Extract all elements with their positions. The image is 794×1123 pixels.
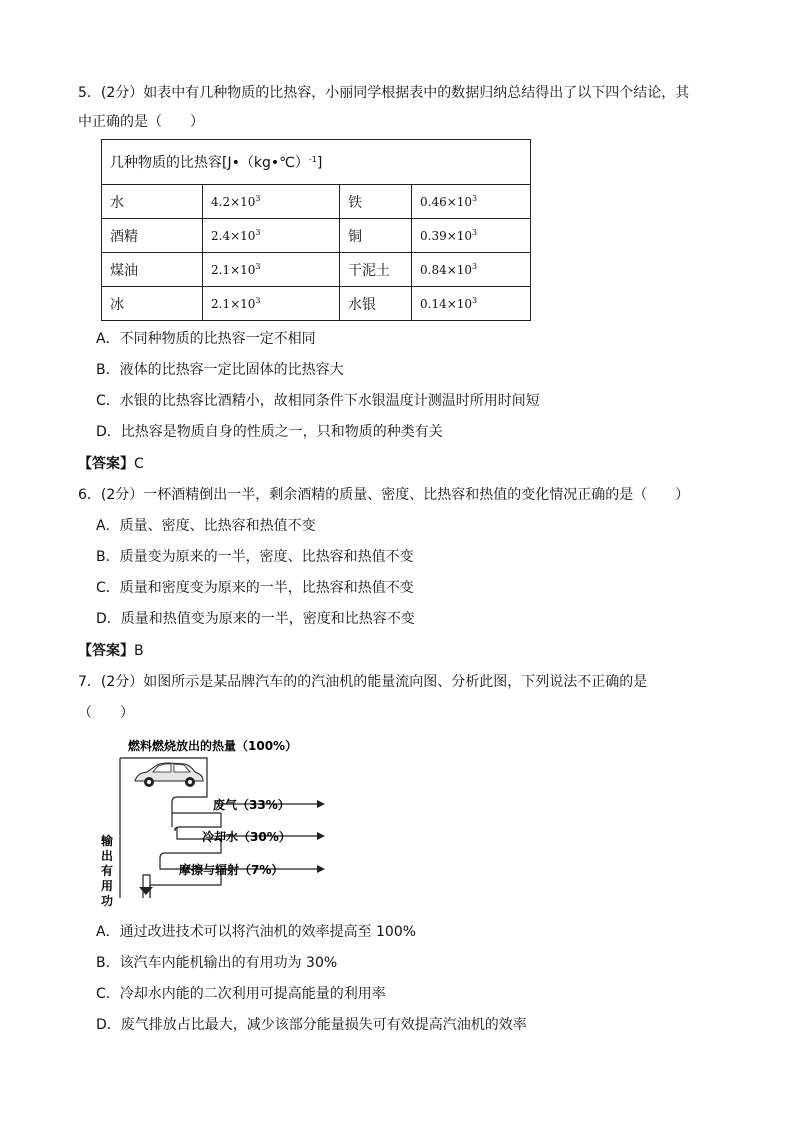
output-label-char: 用 xyxy=(101,879,114,893)
energy-band-outline xyxy=(175,813,221,831)
substance-cell: 水银 xyxy=(340,287,412,321)
q7-stem-line2: （ ） xyxy=(78,705,134,721)
value-cell: $0.84\times 10^3$ xyxy=(412,253,531,287)
substance-cell: 铜 xyxy=(340,219,412,253)
cooling-label: 冷却水（30%） xyxy=(202,830,291,844)
exhaust-label: 废气（33%） xyxy=(213,798,290,812)
q5-option-c: C．水银的比热容比酒精小，故相同条件下水银温度计测温时所用时间短 xyxy=(96,393,540,409)
q7-stem-line1: 7．(2分）如图所示是某品牌汽车的的汽油机的能量流向图、分析此图，下列说法不正确的是 xyxy=(78,674,648,690)
q5-stem-line1: 5．(2分）如表中有几种物质的比热容，小丽同学根据表中的数据归纳总结得出了以下四个结论，其 xyxy=(78,85,690,101)
q7-option-d: D．废气排放占比最大，减少该部分能量损失可有效提高汽油机的效率 xyxy=(96,1017,527,1033)
energy-band-outline xyxy=(150,813,221,898)
q6-answer: 【答案】B xyxy=(78,643,144,659)
q5-answer: 【答案】C xyxy=(78,456,144,472)
q7-option-c: C．冷却水内能的二次利用可提高能量的利用率 xyxy=(96,986,386,1002)
q5-option-a: A．不同种物质的比热容一定不相同 xyxy=(96,331,316,347)
value-cell: $4.2\times 10^3$ xyxy=(203,185,340,219)
table-row xyxy=(102,219,531,253)
value-cell: $2.1\times 10^3$ xyxy=(203,253,340,287)
q5-stem-line2: 中正确的是（ ） xyxy=(78,114,204,130)
substance-cell: 冰 xyxy=(102,287,203,321)
output-label-char: 出 xyxy=(101,849,114,863)
energy-band-outline xyxy=(143,875,150,898)
car-icon xyxy=(135,763,203,787)
q6-option-c: C．质量和密度变为原来的一半，比热容和热值不变 xyxy=(96,580,414,596)
q5-option-b: B．液体的比热容一定比固体的比热容大 xyxy=(96,362,344,378)
substance-cell: 酒精 xyxy=(102,219,203,253)
diagram-title: 燃料燃烧放出的热量（100%） xyxy=(128,739,298,753)
substance-cell: 水 xyxy=(102,185,203,219)
q5-option-d: D．比热容是物质自身的性质之一，只和物质的种类有关 xyxy=(96,424,443,440)
output-label-char: 功 xyxy=(101,894,114,908)
table-row xyxy=(102,185,531,219)
q6-option-a: A．质量、密度、比热容和热值不变 xyxy=(96,518,316,534)
substance-cell: 铁 xyxy=(340,185,412,219)
substance-cell: 干泥土 xyxy=(340,253,412,287)
q7-option-a: A．通过改进技术可以将汽油机的效率提高至 100% xyxy=(96,924,417,940)
table-header: 几种物质的比热容[J•（kg•℃）$^{-1}$] xyxy=(102,140,531,185)
value-cell: $0.39\times 10^3$ xyxy=(412,219,531,253)
value-cell: $2.1\times 10^3$ xyxy=(203,287,340,321)
value-cell: $2.4\times 10^3$ xyxy=(203,219,340,253)
substance-cell: 煤油 xyxy=(102,253,203,287)
q6-option-b: B．质量变为原来的一半，密度、比热容和热值不变 xyxy=(96,549,414,565)
value-cell: $0.14\times 10^3$ xyxy=(412,287,531,321)
q7-option-b: B．该汽车内能机输出的有用功为 30% xyxy=(96,955,338,971)
value-cell: $0.46\times 10^3$ xyxy=(412,185,531,219)
table-row xyxy=(102,253,531,287)
q6-option-d: D．质量和热值变为原来的一半，密度和比热容不变 xyxy=(96,611,415,627)
q6-stem: 6．(2分）一杯酒精倒出一半，剩余酒精的质量、密度、比热容和热值的变化情况正确的是（ ） xyxy=(78,487,690,503)
friction-label: 摩擦与辐射（7%） xyxy=(179,863,284,877)
table-row xyxy=(102,287,531,321)
output-label-char: 有 xyxy=(101,864,114,878)
output-label-char: 输 xyxy=(101,834,114,848)
energy-flow-diagram xyxy=(95,735,335,908)
specific-heat-table xyxy=(101,139,531,321)
